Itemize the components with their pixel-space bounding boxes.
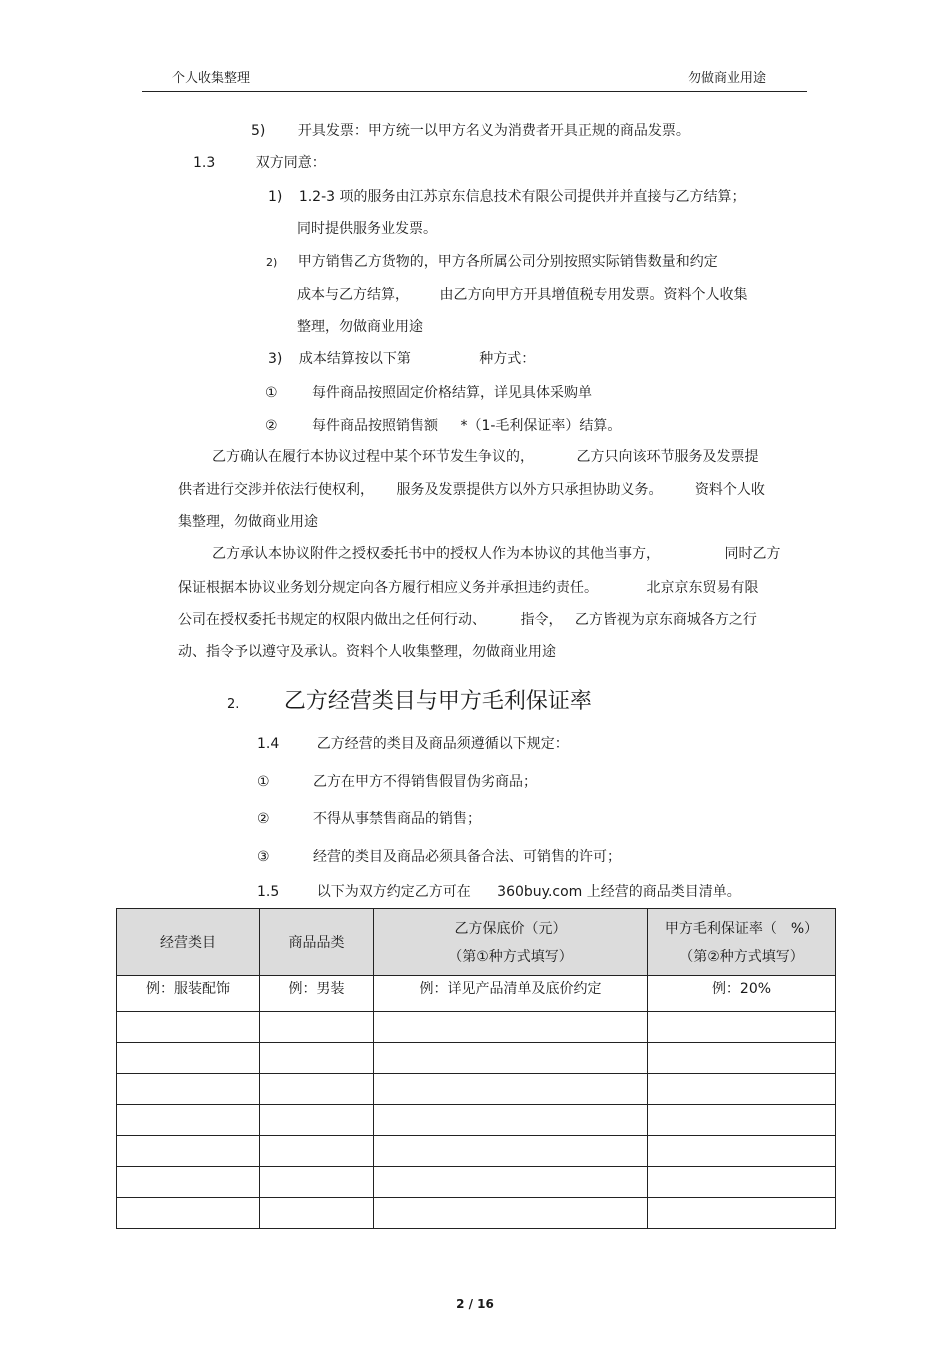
- text-fragment: 同时乙方: [724, 546, 781, 562]
- table-cell: [260, 1043, 374, 1074]
- table-cell: [374, 1012, 648, 1043]
- table-cell: [260, 1136, 374, 1167]
- item-1: [268, 186, 746, 206]
- text-fragment: 公司在授权委托书规定的权限内做出之任何行动、: [178, 612, 486, 628]
- clause-text-tail: 360buy.com 上经营的商品类目清单。: [497, 884, 741, 900]
- table-cell: 例：服装配饰: [117, 976, 260, 1012]
- section-title: 乙方经营类目与甲方毛利保证率: [283, 689, 592, 714]
- clause-number: 1.5: [257, 884, 280, 900]
- paragraph-2-line-2: [178, 577, 758, 597]
- table-cell: [117, 1198, 260, 1229]
- clause-1-3: [193, 152, 326, 172]
- item-text: 1.2-3 项的服务由江苏京东信息技术有限公司提供并并直接与乙方结算；: [298, 189, 746, 205]
- table-row: [117, 1167, 836, 1198]
- table-cell: [117, 1105, 260, 1136]
- item-text-tail: 种方式：: [479, 351, 536, 367]
- clause-text: 乙方经营的类目及商品须遵循以下规定：: [316, 736, 569, 752]
- table-cell: [260, 1167, 374, 1198]
- table-row: [117, 1198, 836, 1229]
- circled-number: ①: [257, 774, 270, 790]
- table-cell: [260, 1012, 374, 1043]
- category-table: [116, 908, 836, 1229]
- method-text-tail: *（1-毛利保证率）结算。: [460, 418, 622, 434]
- clause-number: 1.4: [257, 736, 280, 752]
- item-text: 甲方销售乙方货物的，甲方各所属公司分别按照实际销售数量和约定: [297, 254, 718, 270]
- clause-1-4: [257, 733, 569, 753]
- table-cell: [374, 1198, 648, 1229]
- table-cell: [260, 1198, 374, 1229]
- table-cell: [374, 1105, 648, 1136]
- table-cell: [648, 1043, 836, 1074]
- method-2: [265, 415, 621, 435]
- table-cell: [648, 1012, 836, 1043]
- table-cell: [117, 1012, 260, 1043]
- table-cell: [374, 1167, 648, 1198]
- header-right-text: 勿做商业用途: [688, 71, 767, 86]
- table-cell: [117, 1136, 260, 1167]
- rule-text: 不得从事禁售商品的销售；: [313, 811, 482, 827]
- text-fragment: 乙方承认本协议附件之授权委托书中的授权人作为本协议的其他当事方，: [212, 546, 660, 562]
- table-row: [117, 976, 836, 1012]
- header-cell-margin-rate: [648, 909, 836, 976]
- text-fragment: 供者进行交涉并依法行使权利，: [178, 482, 374, 498]
- clause-text: 双方同意：: [255, 155, 326, 171]
- circled-number: ②: [265, 418, 278, 434]
- item-text: 成本结算按以下第: [298, 351, 411, 367]
- text-fragment: 资料个人收: [694, 482, 765, 498]
- text-fragment: 乙方只向该环节服务及发票提: [576, 449, 759, 465]
- text-fragment: 乙方皆视为京东商城各方之行: [574, 612, 757, 628]
- paragraph-1-line-2: [178, 479, 765, 499]
- table-cell: [374, 1043, 648, 1074]
- method-1: [265, 382, 592, 402]
- text-fragment: 保证根据本协议业务划分规定向各方履行相应义务并承担违约责任。: [178, 580, 598, 596]
- clause-1-5: [257, 881, 741, 901]
- paragraph-2-line-4: 动、指令予以遵守及承认。资料个人收集整理，勿做商业用途: [178, 644, 556, 660]
- item-number: 2): [266, 256, 278, 269]
- table-row: [117, 1074, 836, 1105]
- paragraph-1-line-1: [212, 446, 758, 466]
- item-5: [251, 120, 690, 140]
- header-cell-category: 经营类目: [117, 909, 260, 976]
- clause-number: 1.3: [193, 155, 216, 171]
- header-line: 乙方保底价（元）: [454, 921, 567, 937]
- rule-3: [257, 846, 621, 866]
- header-line: 甲方毛利保证率（ %）: [664, 921, 819, 937]
- table-cell: [648, 1074, 836, 1105]
- table-cell: [648, 1136, 836, 1167]
- header-divider: [142, 91, 807, 92]
- item-2-continuation-a: [297, 284, 747, 304]
- table-cell: 例：详见产品清单及底价约定: [374, 976, 648, 1012]
- rule-2: [257, 808, 481, 828]
- header-cell-product: 商品品类: [260, 909, 374, 976]
- table-cell: [374, 1136, 648, 1167]
- table-cell: [117, 1167, 260, 1198]
- header-line: （第①种方式填写）: [448, 949, 573, 965]
- table-cell: [648, 1198, 836, 1229]
- item-2: [266, 251, 718, 271]
- table-row: [117, 1012, 836, 1043]
- header-line: （第②种方式填写）: [679, 949, 804, 965]
- section-heading: [227, 684, 592, 715]
- text-fragment: 服务及发票提供方以外方只承担协助义务。: [396, 482, 663, 498]
- header-cell-floor-price: [374, 909, 648, 976]
- item-text: 开具发票：甲方统一以甲方名义为消费者开具正规的商品发票。: [297, 123, 690, 139]
- method-text: 每件商品按照销售额: [312, 418, 439, 434]
- table-row: [117, 1043, 836, 1074]
- text-fragment: 成本与乙方结算，: [297, 287, 409, 303]
- table-cell: [260, 1105, 374, 1136]
- rule-text: 经营的类目及商品必须具备合法、可销售的许可；: [313, 849, 622, 865]
- header-left-text: 个人收集整理: [172, 71, 251, 86]
- item-number: 3): [268, 351, 283, 367]
- table-row: [117, 1136, 836, 1167]
- rule-1: [257, 771, 537, 791]
- item-number: 5): [251, 123, 266, 139]
- circled-number: ②: [257, 811, 270, 827]
- item-1-continuation: 同时提供服务业发票。: [297, 221, 437, 237]
- table-cell: [648, 1105, 836, 1136]
- text-fragment: 指令，: [520, 612, 563, 628]
- table-cell: [374, 1074, 648, 1105]
- table-cell: 例：男装: [260, 976, 374, 1012]
- paragraph-1-line-3: 集整理，勿做商业用途: [178, 514, 318, 530]
- circled-number: ①: [265, 385, 278, 401]
- table-cell: [117, 1074, 260, 1105]
- paragraph-2-line-1: [212, 543, 780, 563]
- text-fragment: 由乙方向甲方开具增值税专用发票。资料个人收集: [439, 287, 748, 303]
- item-2-continuation-b: 整理，勿做商业用途: [297, 319, 423, 335]
- table-header-row: [117, 909, 836, 976]
- table-cell: 例：20%: [648, 976, 836, 1012]
- section-number: 2.: [227, 697, 240, 712]
- rule-text: 乙方在甲方不得销售假冒伪劣商品；: [313, 774, 538, 790]
- table-cell: [117, 1043, 260, 1074]
- table-cell: [648, 1167, 836, 1198]
- paragraph-2-line-3: [178, 609, 757, 629]
- text-fragment: 乙方确认在履行本协议过程中某个环节发生争议的，: [212, 449, 534, 465]
- circled-number: ③: [257, 849, 270, 865]
- table-cell: [260, 1074, 374, 1105]
- item-3: [268, 348, 535, 368]
- clause-text: 以下为双方约定乙方可在: [316, 884, 471, 900]
- page-number: 2 / 16: [456, 1297, 494, 1311]
- table-row: [117, 1105, 836, 1136]
- method-text: 每件商品按照固定价格结算，详见具体采购单: [312, 385, 593, 401]
- item-number: 1): [268, 189, 283, 205]
- text-fragment: 北京京东贸易有限: [646, 580, 759, 596]
